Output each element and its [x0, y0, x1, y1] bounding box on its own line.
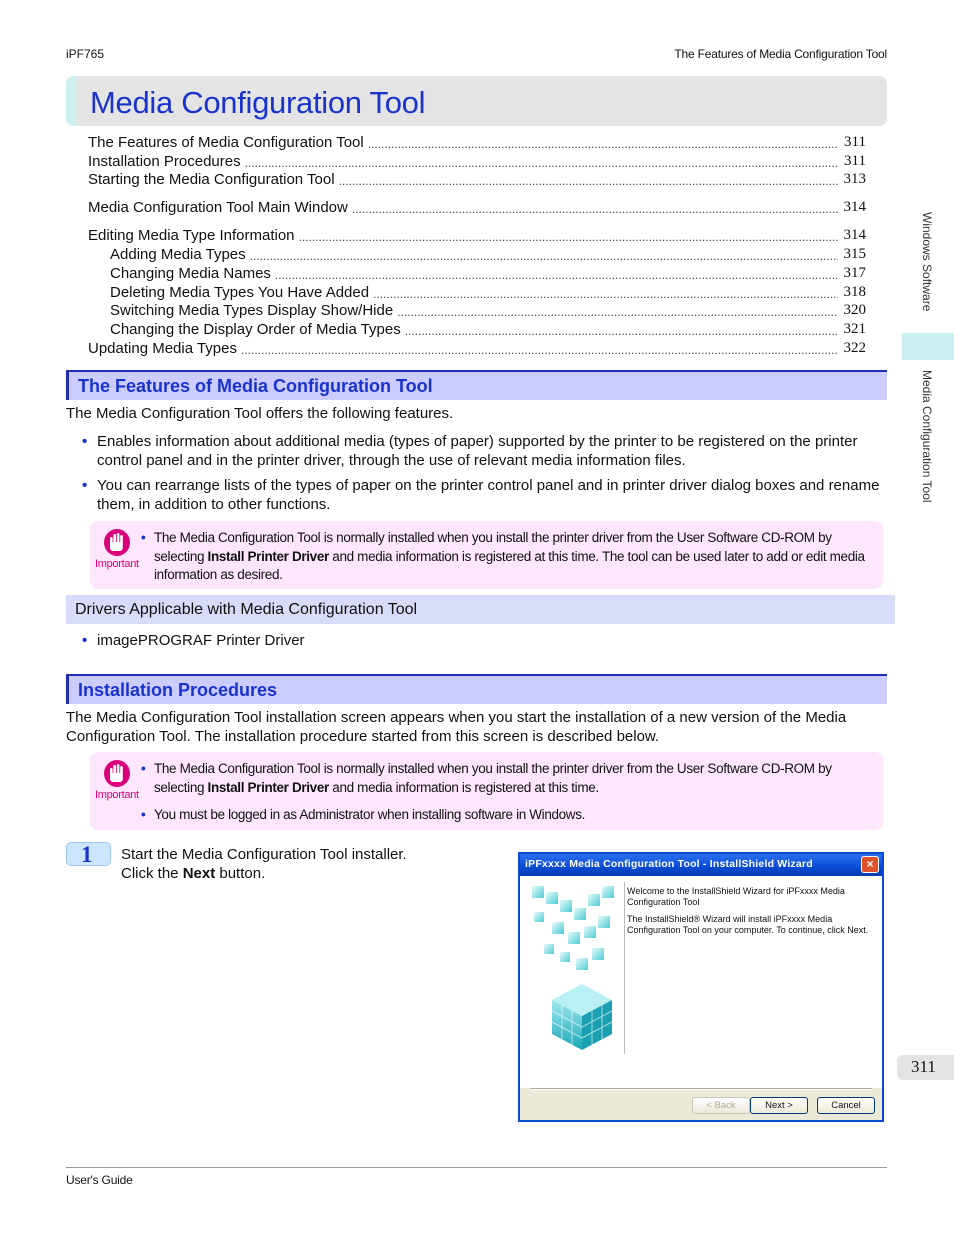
toc-label: Editing Media Type Information: [88, 227, 295, 244]
toc-page: 314: [843, 227, 866, 243]
step-line: [121, 864, 407, 883]
sidebar-section-text: Windows Software: [920, 212, 934, 312]
header-section: The Features of Media Configuration Tool: [674, 47, 887, 61]
note-bold-text: Install Printer Driver: [207, 779, 329, 795]
subsection-heading-drivers: [66, 595, 895, 624]
toc-entry[interactable]: [110, 244, 866, 263]
bullet-dot: •: [141, 761, 146, 776]
sidebar-chapter-text: Media Configuration Tool: [920, 370, 934, 503]
toc-label: Switching Media Types Display Show/Hide: [110, 302, 394, 319]
window-title: iPFxxxx Media Configuration Tool - InstallShield Wizard: [525, 858, 813, 870]
toc-entry[interactable]: [88, 151, 866, 170]
section-heading-text: The Features of Media Configuration Tool: [78, 376, 433, 396]
bullet-text: You can rearrange lists of the types of paper on the printer control panel and in printer driver dialog boxes and rename them, in addition to other functions.: [97, 477, 880, 513]
drivers-bullet: [80, 632, 880, 651]
important-label: Important: [95, 789, 139, 801]
toc-page: 315: [843, 246, 866, 262]
bullet-text: imagePROGRAF Printer Driver: [97, 632, 305, 649]
bullet-dot: •: [82, 477, 88, 494]
step-text-part: Click the: [121, 865, 183, 882]
toc-label: Changing Media Names: [110, 265, 271, 282]
important-note: [90, 521, 883, 589]
toc-leader: [397, 305, 837, 319]
important-hand-icon: [104, 760, 130, 787]
section-heading-installation: [66, 674, 887, 704]
toc-entry[interactable]: [88, 169, 866, 188]
sidebar-chapter-label: [920, 370, 934, 530]
close-icon[interactable]: ×: [861, 856, 879, 873]
toc-page: 313: [843, 171, 866, 187]
header-product: iPF765: [66, 47, 105, 61]
cancel-button[interactable]: Cancel: [817, 1097, 875, 1114]
toc-entry[interactable]: [110, 319, 866, 338]
step-instructions: [121, 845, 407, 883]
step-line: Start the Media Configuration Tool installer.: [121, 846, 407, 863]
wizard-cube-image: [530, 882, 625, 1054]
toc-entry[interactable]: [88, 338, 866, 357]
toc-label: Media Configuration Tool Main Window: [88, 199, 348, 216]
section-heading-text: Installation Procedures: [78, 680, 278, 700]
window-title-bar[interactable]: [520, 854, 882, 876]
toc-page: 311: [844, 153, 866, 169]
toc-leader: [368, 137, 838, 151]
toc-leader: [405, 324, 838, 338]
important-hand-icon: [104, 529, 130, 556]
chapter-title-bar: [66, 76, 887, 126]
toc-page: 311: [844, 134, 866, 150]
toc-entry[interactable]: [110, 300, 866, 319]
next-button[interactable]: Next >: [750, 1097, 808, 1114]
toc-label: Starting the Media Configuration Tool: [88, 171, 335, 188]
features-intro: The Media Configuration Tool offers the following features.: [66, 405, 454, 422]
page-number: 311: [911, 1057, 936, 1076]
toc-page: 322: [843, 340, 866, 356]
page-number-tab: [897, 1055, 954, 1080]
bullet-dot: •: [82, 632, 88, 649]
wizard-body: [520, 876, 882, 1088]
toc-leader: [250, 249, 838, 263]
wizard-separator: [530, 1088, 872, 1090]
step-number: 1: [81, 842, 93, 867]
wizard-description-text: The InstallShield® Wizard will install iPFxxxx Media Configuration Tool on your computer. To continue, click Next.: [627, 914, 869, 935]
note-bold-text: Install Printer Driver: [207, 548, 329, 564]
important-note: [90, 752, 883, 830]
toc-entry[interactable]: [88, 225, 866, 244]
toc-leader: [275, 268, 838, 282]
title-accent: [66, 76, 76, 126]
toc-label: Adding Media Types: [110, 246, 246, 263]
page-title: Media Configuration Tool: [90, 85, 426, 120]
note-text-part: and media information is registered at this time.: [328, 779, 599, 795]
toc-leader: [241, 343, 838, 357]
note-text: [141, 529, 874, 585]
sidebar-tab: [902, 333, 954, 360]
toc-page: 317: [843, 265, 866, 281]
toc-page: 320: [843, 302, 866, 318]
note-text-part: and media information is registered at this time. The tool can be used later to add or edit media information as desired.: [154, 548, 865, 582]
toc-label: Changing the Display Order of Media Types: [110, 321, 401, 338]
toc-leader: [352, 202, 838, 216]
toc-label: The Features of Media Configuration Tool: [88, 134, 364, 151]
toc-entry[interactable]: [88, 132, 866, 151]
note-text-part: The Media Configuration Tool is normally installed when you install the printer driver from the User Software CD-ROM by selecting: [154, 530, 832, 564]
step-bold-text: Next: [182, 865, 216, 882]
note-text-part: The Media Configuration Tool is normally installed when you install the printer driver from the User Software CD-ROM by selecting: [154, 761, 832, 795]
footer-divider: [66, 1167, 887, 1168]
step-text-part: button.: [215, 865, 266, 882]
toc-entry[interactable]: [110, 282, 866, 301]
note-text: [141, 806, 874, 825]
footer-text: User's Guide: [66, 1173, 133, 1187]
subsection-heading-text: Drivers Applicable with Media Configuration Tool: [75, 601, 418, 618]
back-button[interactable]: < Back: [692, 1097, 750, 1114]
bullet-dot: •: [82, 433, 88, 450]
toc-page: 314: [843, 199, 866, 215]
toc-page: 318: [843, 284, 866, 300]
sidebar-section-label: [920, 212, 934, 332]
bullet-dot: •: [141, 530, 146, 545]
section-heading-features: [66, 370, 887, 400]
toc-label: Installation Procedures: [88, 153, 241, 170]
toc-leader: [299, 230, 838, 244]
features-bullet: [80, 477, 880, 514]
note-text-part: You must be logged in as Administrator when installing software in Windows.: [154, 807, 585, 822]
toc-entry[interactable]: [110, 263, 866, 282]
installshield-wizard-window: [518, 852, 884, 1122]
step-number-badge: [66, 842, 111, 866]
toc-label: Deleting Media Types You Have Added: [110, 284, 370, 301]
bullet-text: Enables information about additional media (types of paper) supported by the printer to be registered on the printer control panel and in the printer driver, through the use of relevant media information files.: [97, 433, 858, 469]
features-bullet: [80, 433, 880, 470]
installation-intro: The Media Configuration Tool installation screen appears when you start the installation of a new version of the Media Configuration Tool. The installation procedure started from this screen is described below.: [66, 709, 847, 745]
wizard-welcome-text: Welcome to the InstallShield Wizard for iPFxxxx Media Configuration Tool: [627, 886, 845, 907]
important-label: Important: [95, 558, 139, 570]
toc-leader: [339, 174, 838, 188]
toc-entry[interactable]: [88, 197, 866, 216]
note-text: [141, 760, 874, 797]
toc-page: 321: [843, 321, 866, 337]
toc-leader: [245, 156, 838, 170]
toc-label: Updating Media Types: [88, 340, 237, 357]
bullet-dot: •: [141, 807, 146, 822]
toc-leader: [373, 287, 837, 301]
